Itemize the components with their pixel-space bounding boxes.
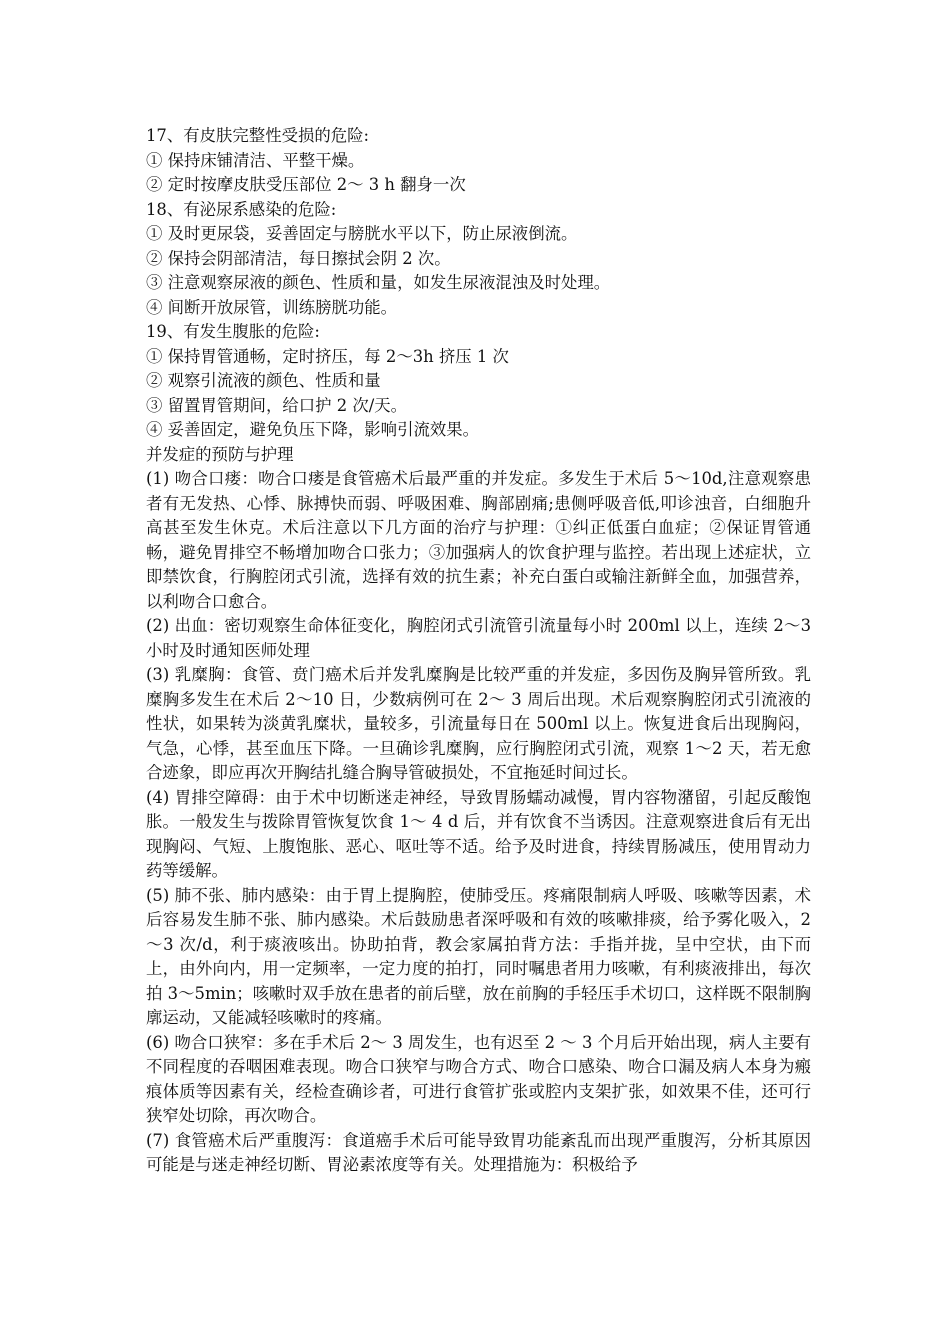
list-item: ④ 妥善固定，避免负压下降，影响引流效果。 [146,420,480,439]
paragraph-diarrhea: (7) 食管癌术后严重腹泻：食道癌手术后可能导致胃功能紊乱而出现严重腹泻，分析其原因可能是与迷走神经切断、胃泌素浓度等有关。处理措施为：积极给予 [146,1130,811,1174]
section-18 [146,198,811,321]
list-item: ③ 留置胃管期间，给口护 2 次/天。 [146,395,408,415]
list-item: ① 保持床铺清洁、平整干燥。 [146,150,365,170]
list-item: ② 保持会阴部清洁，每日擦拭会阴 2 次。 [146,248,451,268]
paragraph-atelectasis: (5) 肺不张、肺内感染：由于胃上提胸腔，使肺受压。疼痛限制病人呼吸、咳嗽等因素，术后容易发生肺不张、肺内感染。术后鼓励患者深呼吸和有效的咳嗽排痰，给予雾化吸入，2～3 次/d，利于痰液咳出。协助拍背，教会家属拍背方法：手指并拢，呈中空状，由下而上，由外向内，用一定频率，一定力度的拍打，同时嘱患者用力咳嗽，有利痰液排出，每次拍 3～5min；咳嗽时双手放在患者的前后壁，放在前胸的手轻压手术切口，这样既不限制胸廓运动，又能减轻咳嗽时的疼痛。 [146,885,811,1027]
complications-title: 并发症的预防与护理 [146,444,294,464]
document-page [146,124,811,1178]
section-heading: 19、有发生腹胀的危险: [146,322,320,341]
paragraph-stricture: (6) 吻合口狭窄：多在手术后 2～ 3 周发生，也有迟至 2 ～ 3 个月后开始出现，病人主要有不同程度的吞咽困难表现。吻合口狭窄与吻合方式、吻合口感染、吻合口漏及病人本身为瘢痕体质等因素有关，经检查确诊者，可进行食管扩张或腔内支架扩张，如效果不佳，还可行狭窄处切除，再次吻合。 [146,1032,811,1125]
list-item: ① 及时更尿袋，妥善固定与膀胱水平以下，防止尿液倒流。 [146,224,578,243]
section-19 [146,320,811,443]
list-item: ① 保持胃管通畅，定时挤压，每 2～3h 挤压 1 次 [146,346,509,366]
list-item: ② 定时按摩皮肤受压部位 2～ 3 h 翻身一次 [146,175,466,194]
section-17 [146,124,811,198]
paragraph-chylothorax: (3) 乳糜胸：食管、贲门癌术后并发乳糜胸是比较严重的并发症，多因伤及胸异管所致。乳糜胸多发生在术后 2～10 日，少数病例可在 2～ 3 周后出现。术后观察胸腔闭式引流液的性状，如果转为淡黄乳糜状，量较多，引流量每日在 500ml 以上。恢复进食后出现胸闷，气急，心悸，甚至血压下降。一旦确诊乳糜胸，应行胸腔闭式引流，观察 1～2 天，若无愈合迹象，即应再次开胸结扎缝合胸导管破损处，不宜拖延时间过长。 [146,665,811,782]
paragraph-anastomotic-fistula: (1) 吻合口瘘：吻合口瘘是食管癌术后最严重的并发症。多发生于术后 5～10d,注意观察患者有无发热、心悸、脉搏快而弱、呼吸困难、胸部剧痛;患侧呼吸音低,叩诊浊音，白细胞升高甚至发生休克。术后注意以下几方面的治疗与护理：①纠正低蛋白血症；②保证胃管通畅，避免胃排空不畅增加吻合口张力；③加强病人的饮食护理与监控。若出现上述症状，立即禁饮食，行胸腔闭式引流，选择有效的抗生素；补充白蛋白或输注新鲜全血，加强营养，以利吻合口愈合。 [146,469,811,611]
list-item: ② 观察引流液的颜色、性质和量 [146,371,381,390]
section-heading: 18、有泌尿系感染的危险: [146,199,337,219]
section-heading: 17、有皮肤完整性受损的危险: [146,126,370,145]
list-item: ③ 注意观察尿液的颜色、性质和量，如发生尿液混浊及时处理。 [146,273,611,292]
list-item: ④ 间断开放尿管，训练膀胱功能。 [146,297,398,317]
paragraph-gastric-emptying: (4) 胃排空障碍：由于术中切断迷走神经，导致胃肠蠕动减慢，胃内容物潴留，引起反酸饱胀。一般发生与拨除胃管恢复饮食 1～ 4 d 后，并有饮食不当诱因。注意观察进食后有无出现胸闷、气短、上腹饱胀、恶心、呕吐等不适。给予及时进食，持续胃肠减压，使用胃动力药等缓解。 [146,787,811,880]
paragraph-bleeding: (2) 出血：密切观察生命体征变化，胸腔闭式引流管引流量每小时 200ml 以上，连续 2～3 小时及时通知医师处理 [146,616,811,660]
